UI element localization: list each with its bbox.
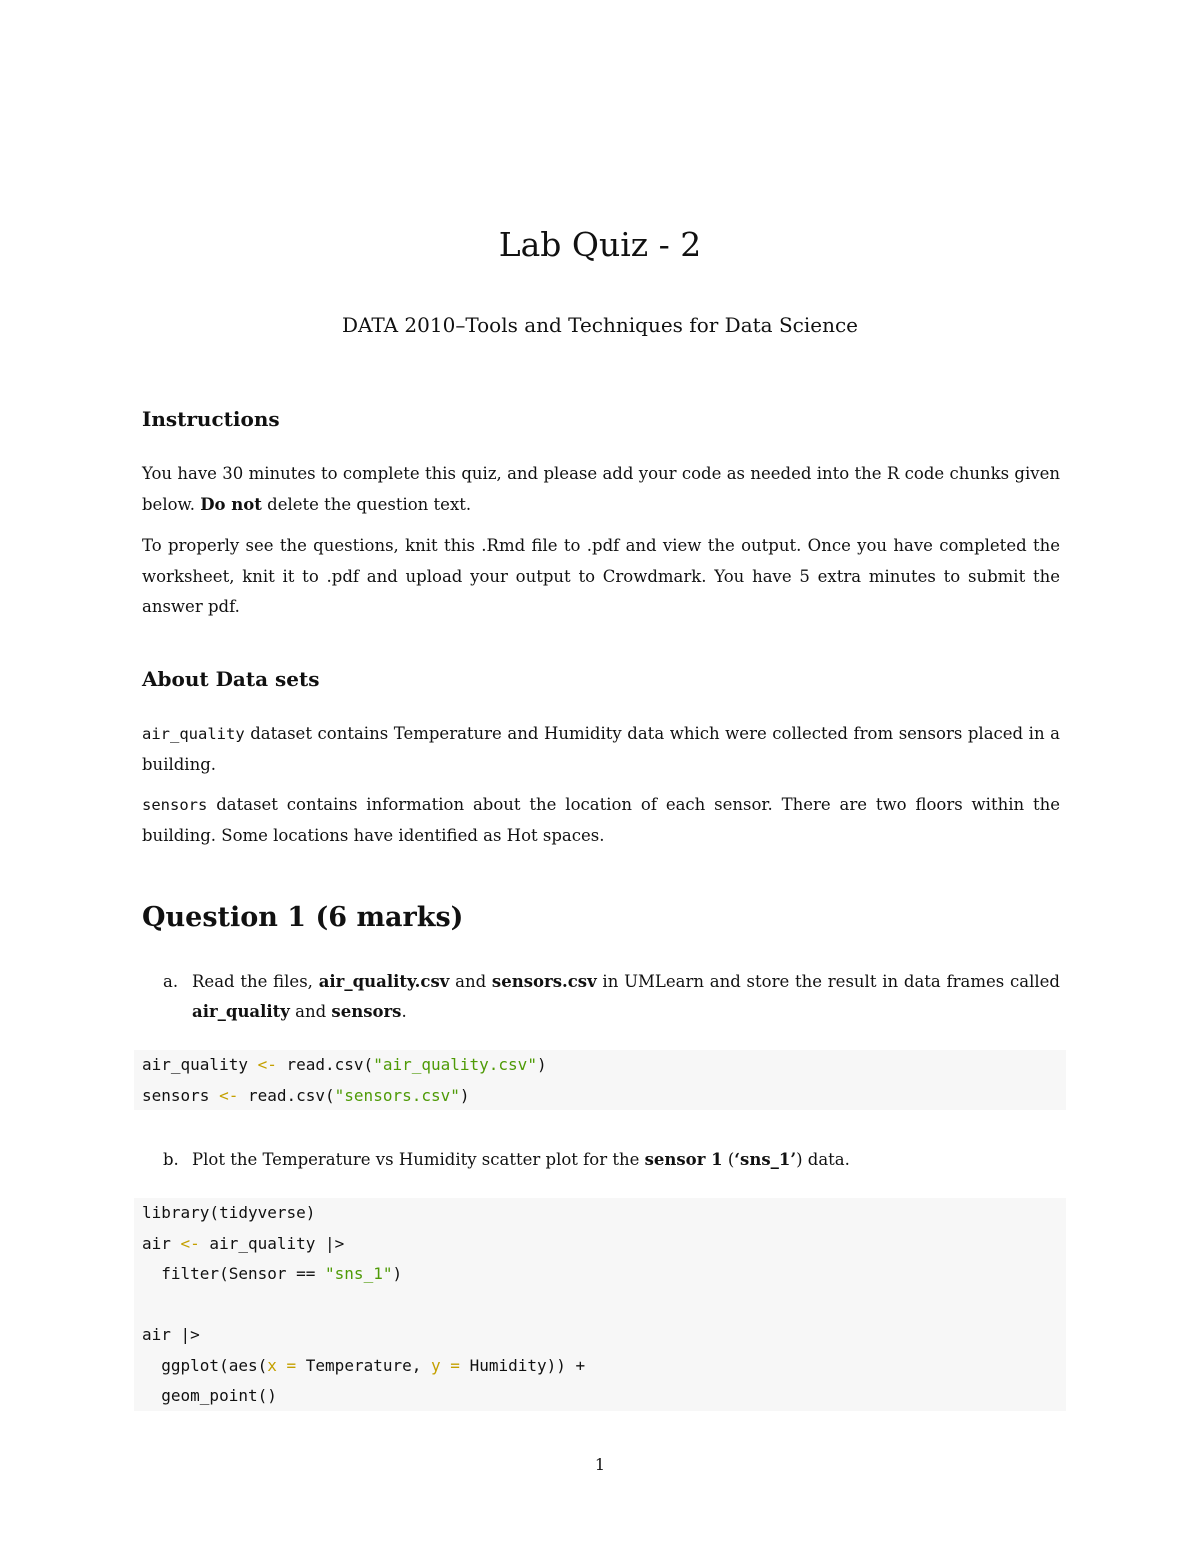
code-line: air |> [142, 1325, 200, 1344]
inline-code: air_quality [142, 725, 245, 743]
code-line: ggplot(aes(x = Temperature, y = Humidity)) + [142, 1355, 586, 1375]
code-line-blank [142, 1290, 1058, 1321]
code-line: geom_point() [142, 1386, 277, 1405]
code-line: air <- air_quality |> [142, 1233, 345, 1253]
code-line: filter(Sensor == "sns_1") [142, 1264, 403, 1283]
about-paragraph-1 [142, 719, 1060, 780]
code-line: sensors <- read.csv("sensors.csv") [142, 1085, 470, 1105]
page-number: 1 [594, 1455, 606, 1474]
question-1-heading: Question 1 (6 marks) [142, 902, 464, 933]
code-chunk-scatter-plot [134, 1198, 1066, 1411]
list-marker: b. [163, 1150, 179, 1169]
instructions-paragraph-2: To properly see the questions, knit this .Rmd file to .pdf and view the output. Once you have completed the worksheet, knit it to .pdf and upload your output to Crowdmark. You have 5 extra minutes to submit the answer pdf. [142, 536, 1060, 616]
about-datasets-heading: About Data sets [142, 667, 320, 691]
question-1b-text: Plot the Temperature vs Humidity scatter plot for the sensor 1 (‘sns_1’) data. [192, 1150, 850, 1169]
instructions-text: delete the question text. [261, 494, 472, 514]
about-text: dataset contains information about the location of each sensor. There are two floors within the building. Some locations have identified as Hot spaces. [142, 795, 1060, 845]
question-1a [142, 967, 1060, 1027]
instructions-text: You have 30 minutes to complete this quiz, and please add your code as needed into the R code chunks given below. [142, 464, 1060, 514]
document-subtitle: DATA 2010–Tools and Techniques for Data Science [342, 313, 858, 337]
about-text: dataset contains Temperature and Humidity data which were collected from sensors placed in a building. [142, 724, 1060, 774]
about-paragraph-2 [142, 790, 1060, 851]
question-1b [142, 1145, 1060, 1175]
code-line: library(tidyverse) [142, 1203, 316, 1222]
question-1a-text: Read the files, air_quality.csv and sensors.csv in UMLearn and store the result in data frames called air_quality and sensors. [192, 972, 1060, 1021]
list-marker: a. [163, 972, 179, 991]
instructions-heading: Instructions [142, 407, 280, 431]
instructions-emphasis: Do not [200, 494, 262, 514]
instructions-paragraph-1 [142, 459, 1060, 520]
inline-code: sensors [142, 796, 208, 814]
code-line: air_quality <- read.csv("air_quality.csv") [142, 1055, 547, 1074]
code-chunk-read-csv [134, 1050, 1066, 1110]
document-title: Lab Quiz - 2 [498, 225, 702, 264]
